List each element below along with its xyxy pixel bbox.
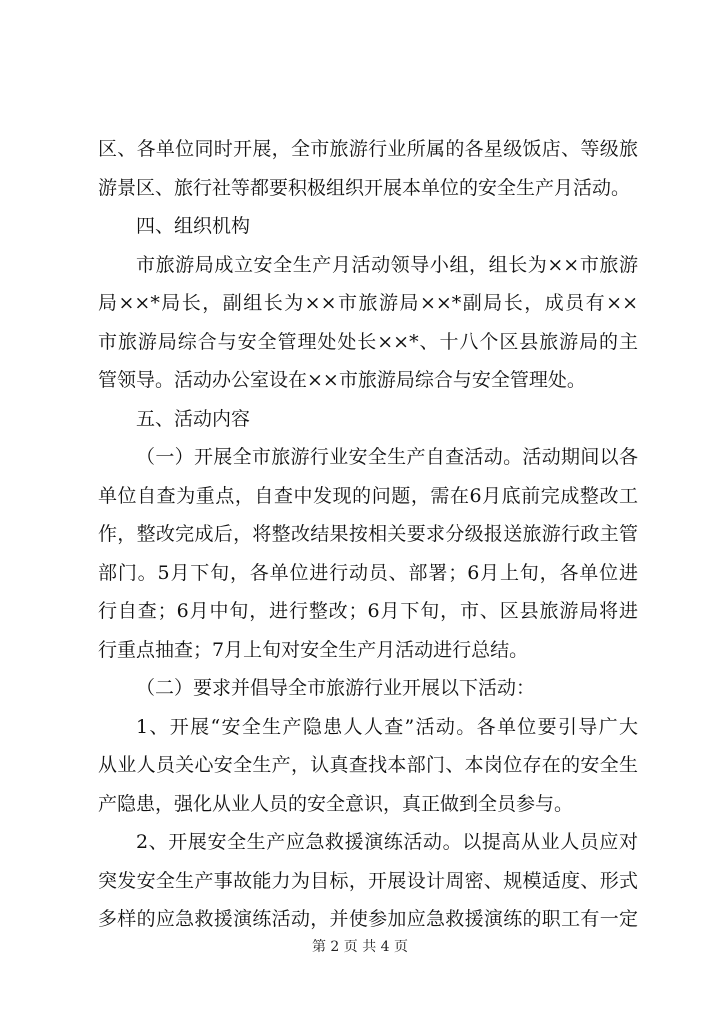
text-line-17: 从业人员关心安全生产，认真查找本部门、本岗位存在的安全生 <box>98 754 638 776</box>
text-line-4: 市旅游局成立安全生产月活动领导小组，组长为××市旅游 <box>136 253 638 276</box>
page-number-footer: 第 2 页 共 4 页 <box>311 939 409 955</box>
text-line-6: 市旅游局综合与安全管理处处长××*、十八个区县旅游局的主 <box>98 330 638 353</box>
text-line-20: 突发安全生产事故能力为目标，开展设计周密、规模适度、形式 <box>98 869 638 892</box>
text-line-2: 游景区、旅行社等都要积极组织开展本单位的安全生产月活动。 <box>98 176 631 199</box>
text-line-19: 2、开展安全生产应急救援演练活动。以提高从业人员应对 <box>136 831 638 853</box>
text-line-5: 局××*局长，副组长为××市旅游局××*副局长，成员有×× <box>98 292 638 314</box>
text-line-16: 1、开展“安全生产隐患人人查”活动。各单位要引导广大 <box>136 715 638 738</box>
text-line-10: 单位自查为重点，自查中发现的问题，需在6月底前完成整改工 <box>98 484 638 507</box>
text-line-7: 管领导。活动办公室设在××市旅游局综合与安全管理处。 <box>98 369 586 391</box>
text-line-21: 多样的应急救援演练活动，并使参加应急救援演练的职工有一定 <box>98 908 638 930</box>
text-line-11: 作，整改完成后，将整改结果按相关要求分级报送旅游行政主管 <box>98 523 638 545</box>
text-line-9: （一）开展全市旅游行业安全生产自查活动。活动期间以各 <box>136 446 638 468</box>
document-body <box>98 130 638 939</box>
text-line-14: 行重点抽查；7月上旬对安全生产月活动进行总结。 <box>98 638 529 661</box>
text-line-18: 产隐患，强化从业人员的安全意识，真正做到全员参与。 <box>98 792 574 815</box>
section-heading-organization: 四、组织机构 <box>136 215 251 237</box>
text-line-1: 区、各单位同时开展，全市旅游行业所属的各星级饭店、等级旅 <box>98 138 638 160</box>
subsection-heading-2: （二）要求并倡导全市旅游行业开展以下活动： <box>136 677 536 699</box>
text-line-13: 行自查；6月中旬，进行整改；6月下旬，市、区县旅游局将进 <box>98 600 638 622</box>
text-line-12: 部门。5月下旬，各单位进行动员、部署；6月上旬，各单位进 <box>98 561 638 584</box>
section-heading-activities: 五、活动内容 <box>136 407 251 430</box>
